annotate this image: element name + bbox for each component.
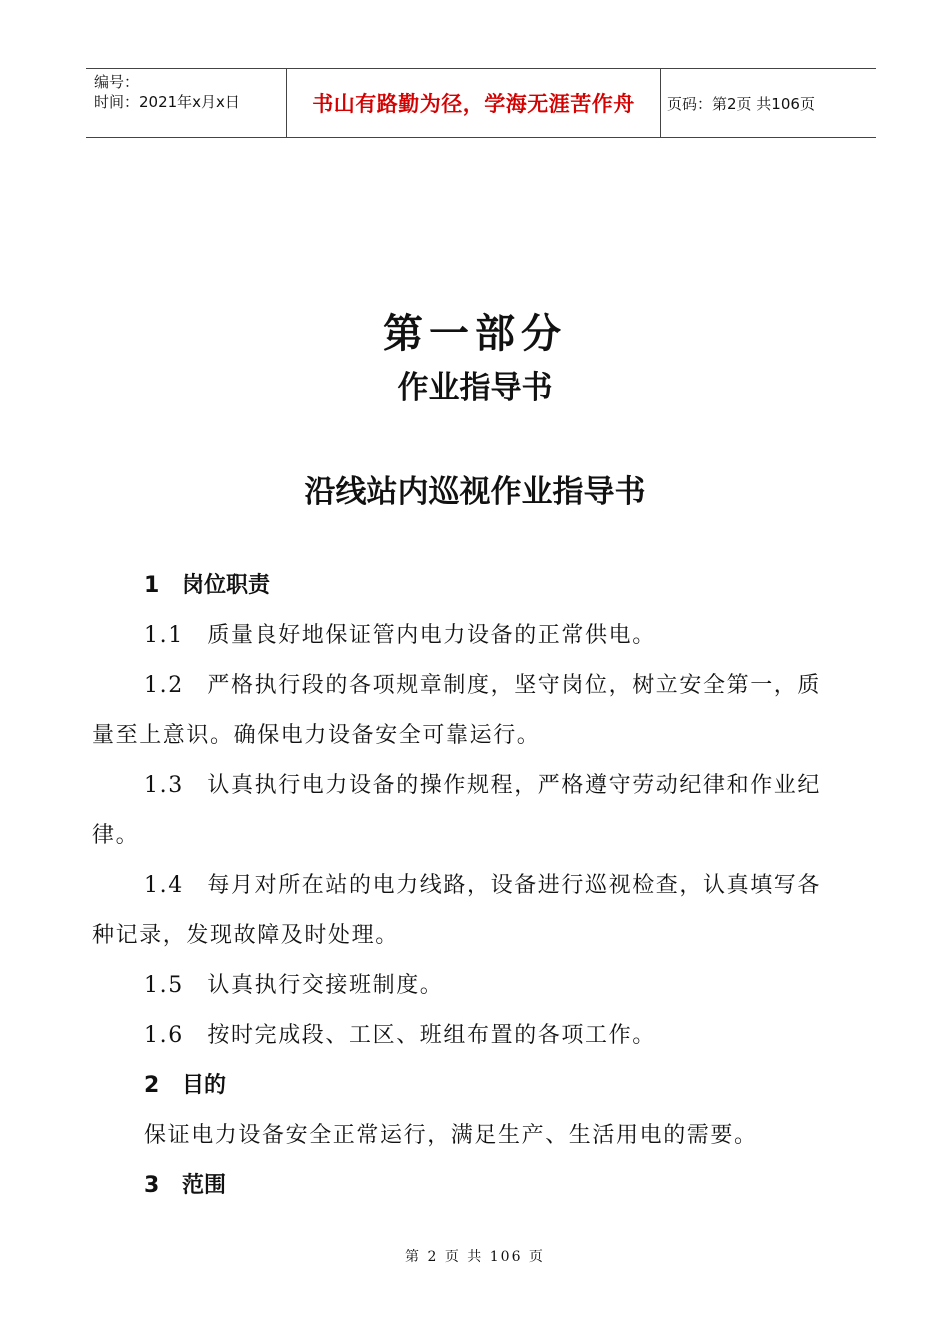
section-heading-2 bbox=[144, 1068, 226, 1099]
section-title: 岗位职责 bbox=[182, 573, 271, 598]
section-number: 2 bbox=[144, 1073, 160, 1098]
paragraph-line: 1.5 认真执行交接班制度。 bbox=[144, 973, 444, 998]
paragraph-line: 律。 bbox=[92, 823, 140, 848]
motto-text: 书山有路勤为径，学海无涯苦作舟 bbox=[312, 92, 635, 116]
paragraph-line: 保证电力设备安全正常运行，满足生产、生活用电的需要。 bbox=[144, 1123, 758, 1148]
section-number: 1 bbox=[144, 573, 160, 598]
header-motto-cell bbox=[286, 69, 661, 137]
paragraph-line: 种记录，发现故障及时处理。 bbox=[92, 923, 399, 948]
page-label: 页码：第2页 共106页 bbox=[667, 94, 815, 113]
header-meta bbox=[86, 69, 286, 137]
section-heading-3 bbox=[144, 1168, 226, 1199]
part-title: 第一部分 bbox=[383, 310, 567, 357]
paragraph-line: 1.6 按时完成段、工区、班组布置的各项工作。 bbox=[144, 1023, 656, 1048]
guide-title: 作业指导书 bbox=[397, 370, 553, 406]
paragraph-line: 1.3 认真执行电力设备的操作规程，严格遵守劳动纪律和作业纪 bbox=[144, 773, 821, 798]
section-title: 目的 bbox=[182, 1073, 227, 1098]
page-header bbox=[86, 68, 876, 138]
document-title: 沿线站内巡视作业指导书 bbox=[304, 474, 646, 510]
paragraph-line: 量至上意识。确保电力设备安全可靠运行。 bbox=[92, 723, 541, 748]
number-label: 编号： bbox=[94, 73, 140, 91]
section-title: 范围 bbox=[182, 1173, 227, 1198]
page-footer: 第 2 页 共 106 页 bbox=[405, 1249, 545, 1265]
section-number: 3 bbox=[144, 1173, 160, 1198]
time-label: 时间：2021年x月x日 bbox=[94, 93, 240, 111]
paragraph-line: 1.2 严格执行段的各项规章制度，坚守岗位，树立安全第一，质 bbox=[144, 673, 821, 698]
section-heading-1 bbox=[144, 568, 270, 599]
paragraph-line: 1.4 每月对所在站的电力线路，设备进行巡视检查，认真填写各 bbox=[144, 873, 821, 898]
paragraph-line: 1.1 质量良好地保证管内电力设备的正常供电。 bbox=[144, 623, 656, 648]
